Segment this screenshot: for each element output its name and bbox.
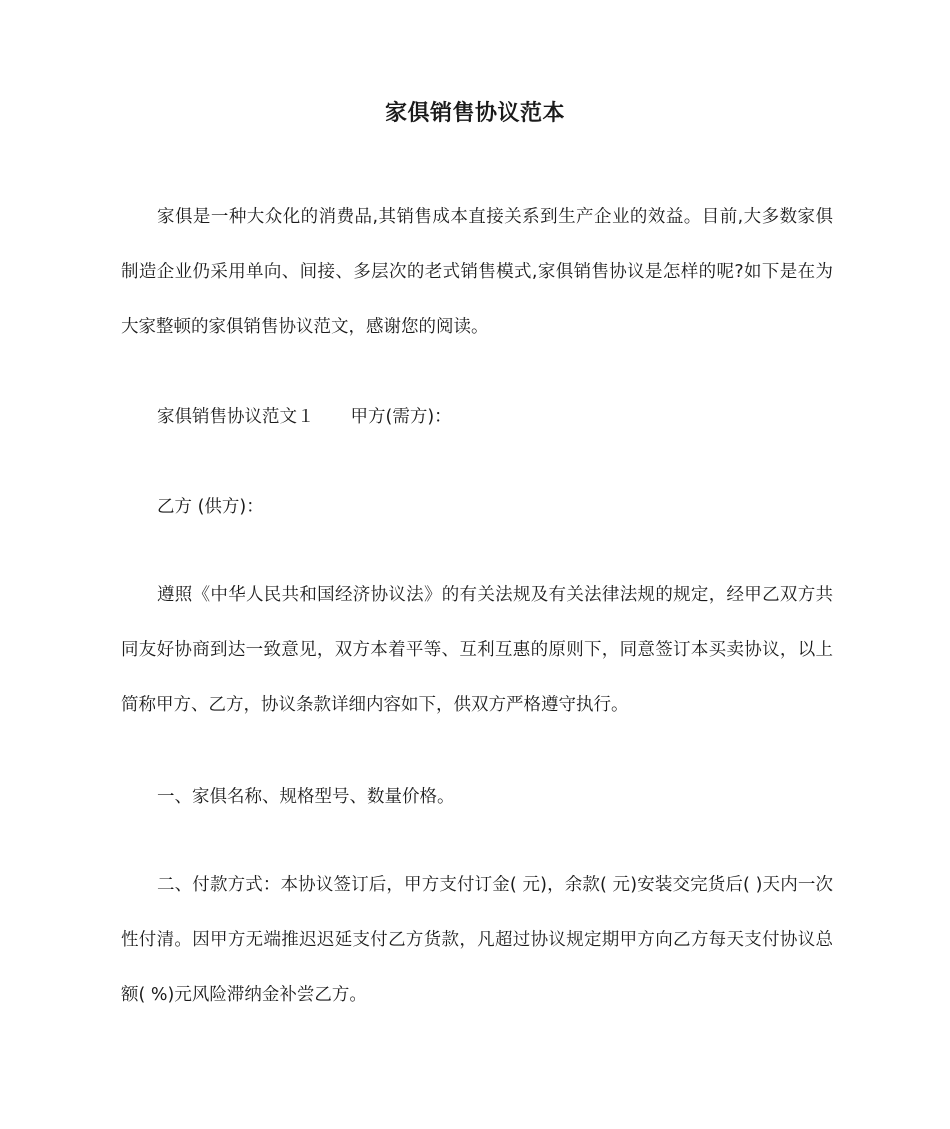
- party-a-label: 甲方(需方)：: [350, 407, 452, 427]
- clause-2: 二、付款方式：本协议签订后，甲方支付订金( 元)，余款( 元)安装交完货后( )天内一次性付清。因甲方无端推迟迟延支付乙方货款，凡超过协议规定期甲方向乙方每天支付协议总额( %)元风险滞纳金补尝乙方。: [121, 875, 833, 1005]
- sample-heading-line: [121, 390, 833, 445]
- preamble-paragraph: 遵照《中华人民共和国经济协议法》的有关法规及有关法律法规的规定，经甲乙双方共同友好协商到达一致意见，双方本着平等、互利互惠的原则下，同意签订本买卖协议，以上简称甲方、乙方，协议条款详细内容如下，供双方严格遵守执行。: [121, 585, 833, 715]
- document-title: 家俱销售协议范本: [384, 101, 565, 126]
- intro-paragraph: 家俱是一种大众化的消费品,其销售成本直接关系到生产企业的效益。目前,大多数家俱制造企业仍采用单向、间接、多层次的老式销售模式,家俱销售协议是怎样的呢?如下是在为大家整顿的家俱销售协议范文，感谢您的阅读。: [121, 207, 833, 337]
- party-b-label: 乙方 (供方)：: [157, 497, 264, 517]
- clause-1: 一、家俱名称、规格型号、数量价格。: [157, 787, 455, 807]
- sample-heading: 家俱销售协议范文１: [157, 407, 315, 427]
